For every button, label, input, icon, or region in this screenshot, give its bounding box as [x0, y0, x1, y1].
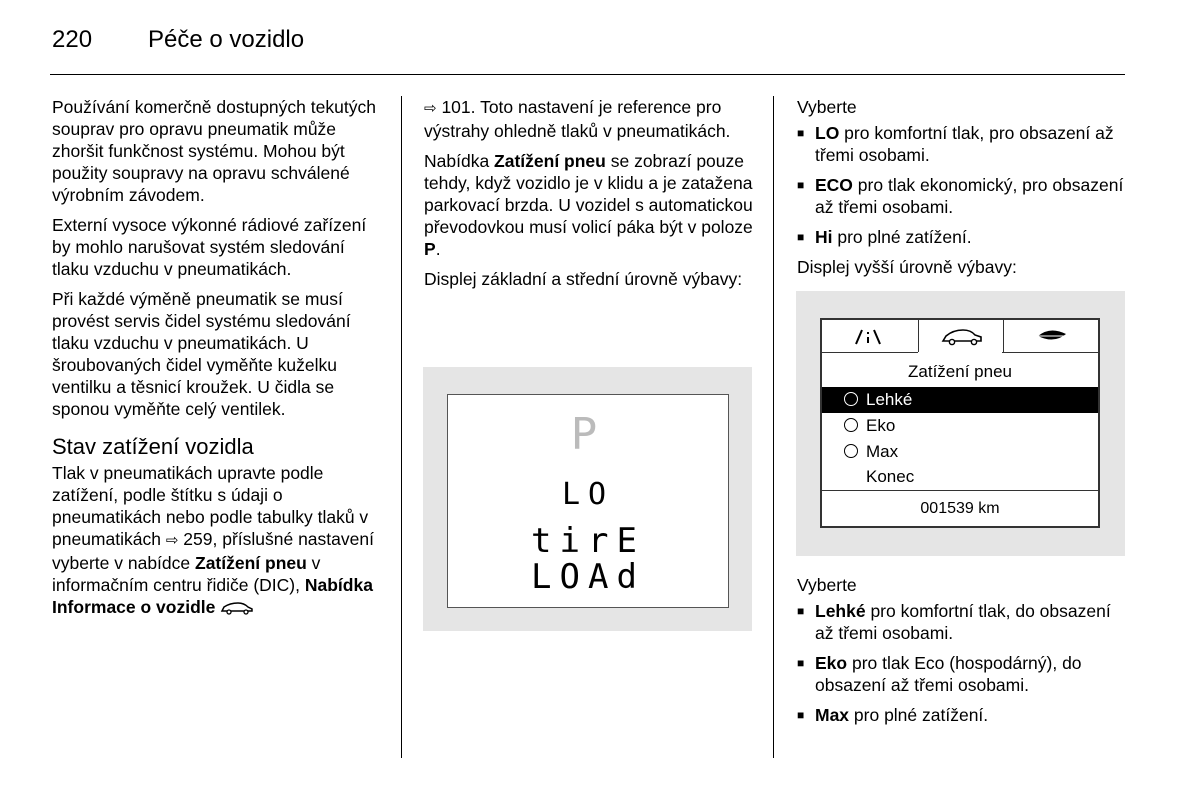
- radio-icon: [844, 392, 858, 406]
- paragraph: Displej základní a střední úrovně výbavy:: [424, 269, 743, 289]
- menu-item-exit[interactable]: Konec: [866, 467, 915, 486]
- radio-icon: [844, 444, 858, 458]
- page-header: [52, 26, 304, 54]
- paragraph: Nabídka Zatížení pneu se zobrazí pouze tehdy, když vozidlo je v klidu a je zatažena parkovací brzda. U vozidel s automatickou převodovkou musí volicí páka být v poloze P.: [424, 151, 753, 259]
- leaf-icon: [1008, 320, 1098, 352]
- menu-title: Zatížení pneu: [908, 362, 1012, 381]
- tab-underline: [822, 352, 918, 353]
- list-item: ■ Lehké pro komfortní tlak, do obsazení až třemi osobami.: [797, 601, 1111, 643]
- lcd-screen: [447, 394, 729, 608]
- column-3: [797, 96, 1129, 286]
- car-icon: [220, 601, 254, 615]
- menu-item-light[interactable]: Lehké: [822, 387, 1098, 413]
- paragraph: Externí vysoce výkonné rádiové zařízení by mohlo narušovat systém sledování tlaku vzduchu v pneumatikách.: [52, 215, 367, 279]
- column-2: [424, 96, 754, 298]
- lcd-line-1: LO: [561, 477, 615, 512]
- advanced-display-figure: [796, 291, 1125, 556]
- page-reference: 259: [183, 529, 213, 549]
- section-heading: Stav zatížení vozidla: [52, 434, 254, 459]
- page-title: Péče o vozidlo: [148, 26, 305, 53]
- lcd-line-2: tirE: [531, 521, 645, 561]
- column-3-lower: [797, 574, 1129, 734]
- list-item: ■ Hi pro plné zatížení.: [797, 227, 972, 247]
- paragraph: Používání komerčně dostupných tekutých souprav pro opravu pneumatik může zhoršit funkčnost systému. Mohou být použity soupravy na opravu schválené výrobním závodem.: [52, 97, 376, 205]
- lcd-gear: P: [570, 409, 606, 460]
- reference-arrow-icon: ⇨: [424, 100, 437, 117]
- dic-screen: [820, 318, 1100, 528]
- lcd-line-3: LOAd: [531, 557, 645, 597]
- road-icon: [822, 320, 914, 352]
- tab-road: [822, 320, 914, 352]
- reference-arrow-icon: ⇨: [165, 532, 179, 549]
- list-item: ■ Eko pro tlak Eco (hospodárný), do obsazení až třemi osobami.: [797, 653, 1082, 695]
- paragraph: Vyberte: [797, 575, 857, 595]
- menu-item-max[interactable]: Max: [822, 439, 1098, 465]
- paragraph: Tlak v pneumatikách upravte podle zatížení, podle štítku s údaji o pneumatikách nebo podle tabulky tlaků v pneumatikách ⇨ 259, příslušné nastavení vyberte v nabídce Zatížení pneu v informačním centru řidiče (DIC), Nabídka Informace o vozidle: [52, 463, 374, 617]
- column-divider-1: [401, 96, 402, 758]
- list-item: ■ LO pro komfortní tlak, pro obsazení až třemi osobami.: [797, 123, 1114, 165]
- paragraph: Displej vyšší úrovně výbavy:: [797, 257, 1017, 277]
- paragraph: Vyberte: [797, 97, 857, 117]
- dic-tabs: [822, 320, 1098, 352]
- tab-underline: [1002, 352, 1098, 353]
- car-icon: [919, 320, 1003, 352]
- tab-eco: [1008, 320, 1098, 352]
- list-item: ■ ECO pro tlak ekonomický, pro obsazení až třemi osobami.: [797, 175, 1124, 217]
- page-number: 220: [52, 26, 93, 53]
- paragraph: ⇨ 101. Toto nastavení je reference pro výstrahy ohledně tlaků v pneumatikách.: [424, 97, 731, 141]
- list-item: ■ Max pro plné zatížení.: [797, 705, 989, 725]
- tab-vehicle: [918, 320, 1004, 352]
- odometer: 001539 km: [822, 490, 1098, 527]
- header-rule: [50, 74, 1125, 75]
- page-reference: 101: [441, 97, 471, 117]
- radio-icon: [844, 418, 858, 432]
- basic-display-figure: [423, 367, 752, 631]
- column-divider-2: [773, 96, 774, 758]
- menu-item-eco[interactable]: Eko: [822, 413, 1098, 439]
- paragraph: Při každé výměně pneumatik se musí provést servis čidel systému sledování tlaku vzduchu v pneumatikách. U šroubovaných čidel vyměňte kuželku ventilku a těsnicí kroužek. U čidla se sponou vyměňte celý ventilek.: [52, 289, 351, 419]
- column-1: [52, 96, 382, 626]
